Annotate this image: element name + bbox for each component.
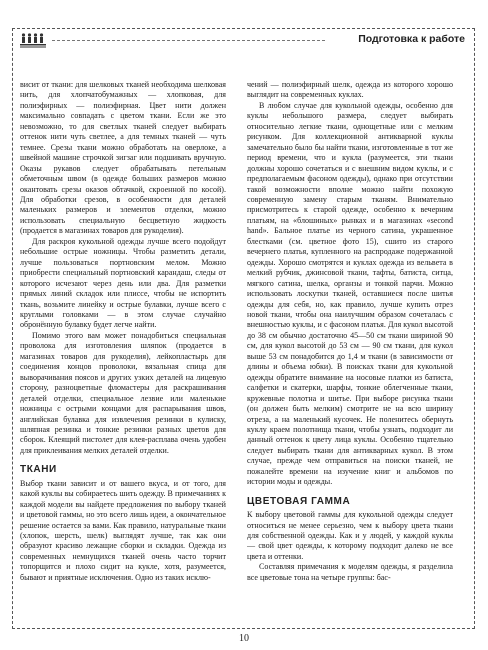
paragraph: Выбор ткани зависит и от вашего вкуса, и от того, для какой куклы вы собираетесь шить одежду. В примечаниях к каждой модели вы найдете предложения по выбору тканей и цветовой гаммы, но это всего лишь идеи, а окончательное решение остается за вами. Как правило, натуральные ткани (хлопок, шерсть, шелк) выглядят лучше, так как они образуют красиво лежащие сборки и складки. Одежда из современных немнущихся тканей очень часто торчит топорщится и плохо сидит на кукле, хотя, разумеется, бывают и приятные исключения. Одно из таких исклю- xyxy=(20,478,226,582)
paragraph: К выбору цветовой гаммы для кукольной одежды следует относиться не менее серьезно, чем к выбору цвета ткани для собственной одежды. Как и у людей, у каждой куклы — свой цвет одежды, к которому подходит далеко не все цвета и оттенки. xyxy=(247,510,453,561)
paragraph: висит от ткани: для шелковых тканей необходима шелковая нить, для хлопчатобумажных — хлопковая, для полиэфирных — полиэфирная. Цвет нити должен максимально совпадать с цветом ткани. Если же это невозможно, то для светлых тканей следует выбирать оттенок нити чуть светлее, а для темных тканей — чуть темнее. Срезы ткани можно обработать на оверлоке, а швейной машине строчкой зигзаг или подшивать вручную. Оказы рукавов следует обрабатывать петельным обметочным швом (в одежде больших размеров можно окантовать срезы оказов обтачкой, скроенной по косой). Для обработки срезов, в особенности для деталей маленьких размеров и элементов отделки, можно использовать специальную бесцветную жидкость (продается в магазинах товаров для рукоделия). xyxy=(20,80,226,236)
left-column xyxy=(20,80,226,616)
page-header xyxy=(12,28,475,52)
paragraph: В любом случае для кукольной одежды, особенно для куклы небольшого размера, следует выбирать относительно легкие ткани, однощетные или с мелким рисунком. Для коллекционной антикварной куклы замечательно было бы найти ткани, изготовленные в тот же период времени, что и кукла (разумеется, эти ткани должны хорошо сочетаться и с внешним видом куклы, и с предполагаемым фасоном одежды), однако при отсутствии такой возможности вполне можно найти похожую современную замену старым тканям. Внимательно присмотритесь к старой одежде, особенно к вечерним платьям, на «блошиных» рынках и в магазинах «second hand». Бальное платье из черного сатина, украшенное блестками (см. цветное фото 15), сшито из старого вечернего платья, купленного на распродаже подержанной одежды. Хорошо смотрятся и куклах одежда из вельвета в мелкий рубчик, джинсовой ткани, тафты, батиста, ситца, мягкого сатина, шелка, органзы и тонкой парчи. Можно использовать лоскутки тканей, оставшиеся после шитья одежды для себя, но, как правило, лучше купить отрез новой ткани, чтобы она наилучшим образом сочеталась с внешностью куклы, и с фасоном платья. Для кукол высотой до 38 см обычно достаточно 45—50 см ткани шириной 90 см, для кукол высотой до 53 см — 90 см ткани, для кукол выше 53 см понадобится до 1,4 м ткани (в зависимости от длины и объема юбки). В поисках ткани для кукольной одежды обратите внимание на носовые платки из батиста, салфетки и скатерки, шарфы, тонкие облегченные ткани, кружевные полотна и шитье. При выборе рисунка ткани (он должен быть мелким) смотрите не на всю ширину отреза, а на маленький кусочек. Не поленитесь обернуть куклу краем полотнища ткани, чтобы узнать, подходит ли данный оттенок к цвету лица куклы. Особенно тщательно следует выбирать ткани для антикварных кукол. В этом случае, прежде чем отправиться на поиски тканей, не пожалейте времени на изучение книг и альбомов по истории моды и одежды. xyxy=(247,100,453,487)
right-column xyxy=(247,80,453,616)
paragraph: Для раскроя кукольной одежды лучше всего подойдут небольшие острые ножницы. Чтобы разметить детали, лучше пользоваться портновским мелом. Можно приобрести специальный портновский карандаш, следы от которого исчезают через день или два. Для разметки прямых линий складок или плиссе, чтобы не испортить ткань, возьмите линейку и острые булавки, лучше всего с круглыми головками — в этом случае случайно обронённую булавку будет легче найти. xyxy=(20,236,226,330)
paragraph: чений — полиэфирный шелк, одежда из которого хорошо выглядит на современных куклах. xyxy=(247,80,453,100)
page-number: 10 xyxy=(239,633,249,644)
header-divider xyxy=(52,40,325,41)
heading-fabrics: ТКАНИ xyxy=(20,464,57,476)
paragraph: Помимо этого вам может понадобиться специальная проволока для изготовления шляпок (продается в магазинах товаров для рукоделия), лейкопластырь для соединения концов проволоки, вязальная спица для выворачивания поясов и других узких деталей на лицевую сторону, разноцветные фломастеры для раскрашивания деталей отделки, специальное лезвие или маленькие ножницы с острыми концами для распарывания швов, английская булавка для извлечения резинки в кулиску, шляпная резинка и тонкие резинки разных цветов для сборок. Клеящий пистолет для клея-расплава очень удобен для приклеивания мелких деталей отделки. xyxy=(20,330,226,455)
dolls-logo-icon xyxy=(20,32,46,48)
heading-color-scheme: ЦВЕТОВАЯ ГАММА xyxy=(247,495,351,507)
paragraph: Составляя примечания к моделям одежды, я разделила все цветовые тона на четыре группы: бас- xyxy=(247,562,453,582)
section-title: Подготовка к работе xyxy=(358,33,465,45)
